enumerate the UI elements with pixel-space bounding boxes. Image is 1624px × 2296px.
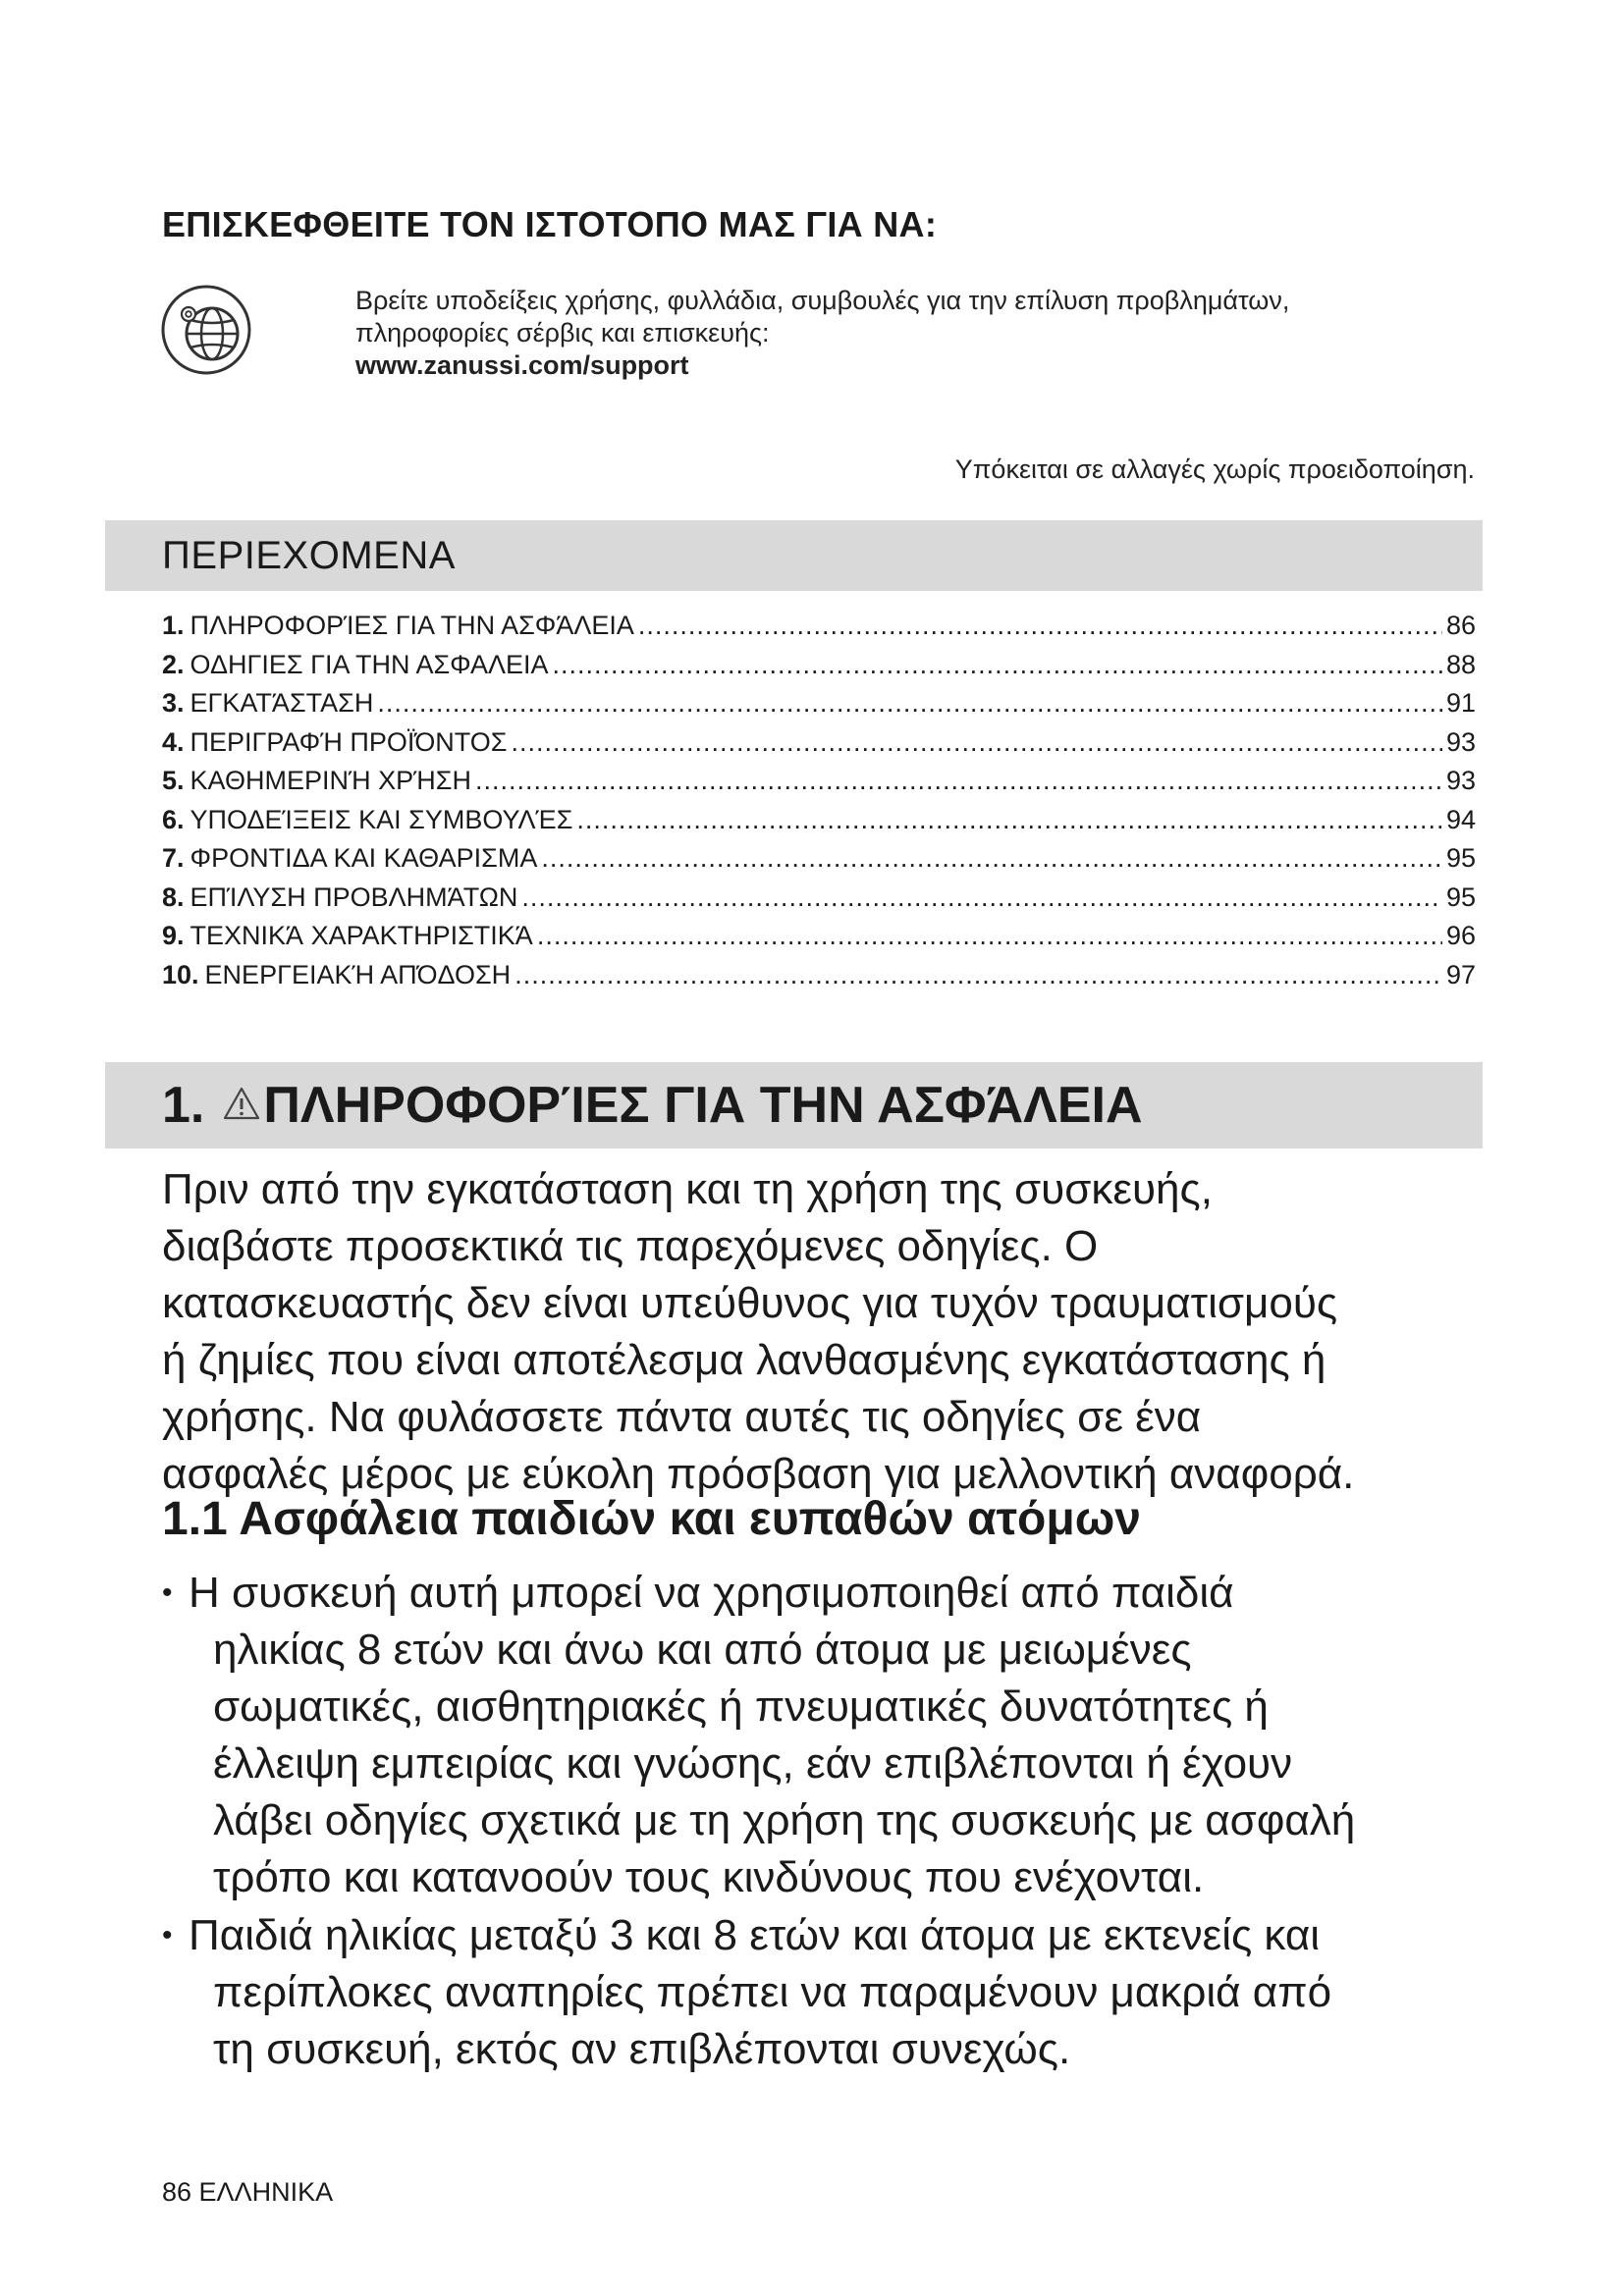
toc-item-page: 91 bbox=[1445, 688, 1476, 718]
bullet-line: Η συσκευή αυτή μπορεί να χρησιμοποιηθεί από παιδιά bbox=[189, 1569, 1234, 1617]
toc-item-label: ΦΡΟΝΤΙΔΑ ΚΑΙ ΚΑΘΑΡΙΣΜΑ bbox=[189, 843, 538, 873]
intro-paragraph bbox=[162, 1161, 1488, 1503]
toc-item-label: ΤΕΧΝΙΚΆ ΧΑΡΑΚΤΗΡΙΣΤΙΚΆ bbox=[189, 921, 533, 950]
toc-item[interactable] bbox=[162, 921, 1476, 960]
toc-item[interactable] bbox=[162, 727, 1476, 767]
paragraph-line: χρήσης. Να φυλάσσετε πάντα αυτές τις οδηγίες σε ένα bbox=[162, 1393, 1202, 1441]
support-url-link[interactable]: www.zanussi.com/support bbox=[355, 350, 689, 380]
toc-item-number: 9. bbox=[162, 921, 185, 950]
table-of-contents bbox=[162, 611, 1476, 998]
toc-item[interactable] bbox=[162, 650, 1476, 689]
toc-item-label: ΕΝΕΡΓΕΙΑΚΉ ΑΠΌΔΟΣΗ bbox=[204, 959, 512, 989]
toc-item-number: 7. bbox=[162, 843, 185, 873]
toc-item[interactable] bbox=[162, 766, 1476, 805]
toc-leader-dots bbox=[475, 766, 1442, 796]
toc-title: ΠΕΡΙΕΧΟΜΕΝΑ bbox=[162, 534, 456, 577]
subsection-title: 1.1 Ασφάλεια παιδιών και ευπαθών ατόμων bbox=[162, 1493, 1141, 1545]
toc-leader-dots bbox=[511, 727, 1442, 758]
toc-item[interactable] bbox=[162, 843, 1476, 882]
toc-leader-dots bbox=[521, 882, 1442, 913]
visit-website-heading: ΕΠΙΣΚΕΦΘΕΙΤΕ ΤΟΝ ΙΣΤΟΤΟΠΟ ΜΑΣ ΓΙΑ ΝΑ: bbox=[162, 204, 938, 244]
toc-item[interactable] bbox=[162, 611, 1476, 650]
support-text-line: Βρείτε υποδείξεις χρήσης, φυλλάδια, συμβουλές για την επίλυση προβλημάτων, bbox=[355, 286, 1290, 315]
paragraph-line: διαβάστε προσεκτικά τις παρεχόμενες οδηγίες. Ο bbox=[162, 1222, 1099, 1270]
globe-at-icon bbox=[159, 283, 253, 377]
support-info bbox=[355, 285, 1289, 382]
toc-item[interactable] bbox=[162, 688, 1476, 727]
toc-item-label: ΕΠΊΛΥΣΗ ΠΡΟΒΛΗΜΆΤΩΝ bbox=[189, 881, 518, 912]
toc-item-number: 1. bbox=[162, 611, 185, 640]
toc-item-label: ΟΔΗΓΙΕΣ ΓΙΑ ΤΗΝ ΑΣΦΑΛΕΙΑ bbox=[189, 649, 549, 679]
change-notice: Υπόκειται σε αλλαγές χωρίς προειδοποίηση. bbox=[954, 454, 1475, 484]
bullet-line: τη συσκευή, εκτός αν επιβλέπονται συνεχώς. bbox=[213, 2025, 1071, 2073]
toc-leader-dots bbox=[576, 805, 1442, 835]
section-title-text: ΠΛΗΡΟΦΟΡΊΕΣ ΓΙΑ ΤΗΝ ΑΣΦΆΛΕΙΑ bbox=[263, 1077, 1143, 1134]
toc-item-number: 3. bbox=[162, 688, 185, 718]
toc-item-page: 94 bbox=[1445, 804, 1476, 834]
toc-item[interactable] bbox=[162, 805, 1476, 844]
bullet-line: τρόπο και κατανοούν τους κινδύνους που ενέχονται. bbox=[213, 1853, 1205, 1901]
bullet-line: έλλειψη εμπειρίας και γνώσης, εάν επιβλέπονται ή έχουν bbox=[213, 1739, 1293, 1788]
toc-item-label: ΕΓΚΑΤΆΣΤΑΣΗ bbox=[189, 688, 374, 718]
bullet-line: σωματικές, αισθητηριακές ή πνευματικές δυνατότητες ή bbox=[213, 1682, 1269, 1731]
toc-item-page: 93 bbox=[1445, 766, 1476, 795]
toc-item-label: ΠΕΡΙΓΡΑΦΉ ΠΡΟΪΌΝΤΟΣ bbox=[189, 726, 508, 757]
toc-item-number: 4. bbox=[162, 726, 185, 757]
toc-item-number: 10. bbox=[162, 959, 199, 989]
toc-item-number: 2. bbox=[162, 649, 185, 679]
bullet-item bbox=[162, 1565, 1355, 1906]
bullet-dot: • bbox=[162, 1576, 173, 1609]
warning-icon bbox=[222, 1086, 261, 1121]
bullet-line: περίπλοκες αναπηρίες πρέπει να παραμένουν μακριά από bbox=[213, 1968, 1332, 2016]
toc-item-label: ΥΠΟΔΕΊΞΕΙΣ ΚΑΙ ΣΥΜΒΟΥΛΈΣ bbox=[189, 804, 573, 834]
paragraph-line: ή ζημίες που είναι αποτέλεσμα λανθασμένης εγκατάστασης ή bbox=[162, 1336, 1326, 1384]
toc-leader-dots bbox=[377, 688, 1442, 719]
paragraph-line: ασφαλές μέρος με εύκολη πρόσβαση για μελλοντική αναφορά. bbox=[162, 1450, 1355, 1498]
toc-item-page: 86 bbox=[1445, 611, 1476, 640]
toc-item-page: 95 bbox=[1445, 881, 1476, 912]
toc-leader-dots bbox=[553, 650, 1442, 680]
toc-item-page: 97 bbox=[1445, 959, 1476, 989]
paragraph-line: Πριν από την εγκατάσταση και τη χρήση της συσκευής, bbox=[162, 1165, 1213, 1213]
toc-item-number: 5. bbox=[162, 766, 185, 795]
toc-leader-dots bbox=[541, 843, 1442, 874]
bullet-line: λάβει οδηγίες σχετικά με τη χρήση της συσκευής με ασφαλή bbox=[213, 1796, 1356, 1844]
page-footer: 86 ΕΛΛΗΝΙΚΑ bbox=[162, 2177, 334, 2207]
toc-item-page: 95 bbox=[1445, 843, 1476, 873]
toc-item-number: 8. bbox=[162, 881, 185, 912]
toc-leader-dots bbox=[638, 611, 1442, 641]
toc-item-page: 93 bbox=[1445, 726, 1476, 757]
toc-item[interactable] bbox=[162, 882, 1476, 922]
toc-item[interactable] bbox=[162, 960, 1476, 999]
toc-leader-dots bbox=[514, 960, 1442, 990]
toc-item-page: 88 bbox=[1445, 649, 1476, 679]
bullet-line: ηλικίας 8 ετών και άνω και από άτομα με μειωμένες bbox=[213, 1626, 1192, 1674]
support-text-line: πληροφορίες σέρβις και επισκευής: bbox=[355, 318, 770, 347]
toc-item-number: 6. bbox=[162, 804, 185, 834]
toc-leader-dots bbox=[537, 921, 1442, 951]
section-number: 1. bbox=[162, 1077, 205, 1134]
bullet-line: Παιδιά ηλικίας μεταξύ 3 και 8 ετών και άτομα με εκτενείς και bbox=[189, 1911, 1321, 1959]
toc-item-label: ΚΑΘΗΜΕΡΙΝΉ ΧΡΉΣΗ bbox=[189, 766, 471, 795]
paragraph-line: κατασκευαστής δεν είναι υπεύθυνος για τυχόν τραυματισμούς bbox=[162, 1279, 1338, 1327]
bullet-item bbox=[162, 1907, 1331, 2078]
toc-item-label: ΠΛΗΡΟΦΟΡΊΕΣ ΓΙΑ ΤΗΝ ΑΣΦΆΛΕΙΑ bbox=[189, 611, 634, 640]
bullet-dot: • bbox=[162, 1919, 173, 1951]
section-1-title bbox=[162, 1076, 1143, 1135]
toc-item-page: 96 bbox=[1445, 921, 1476, 950]
